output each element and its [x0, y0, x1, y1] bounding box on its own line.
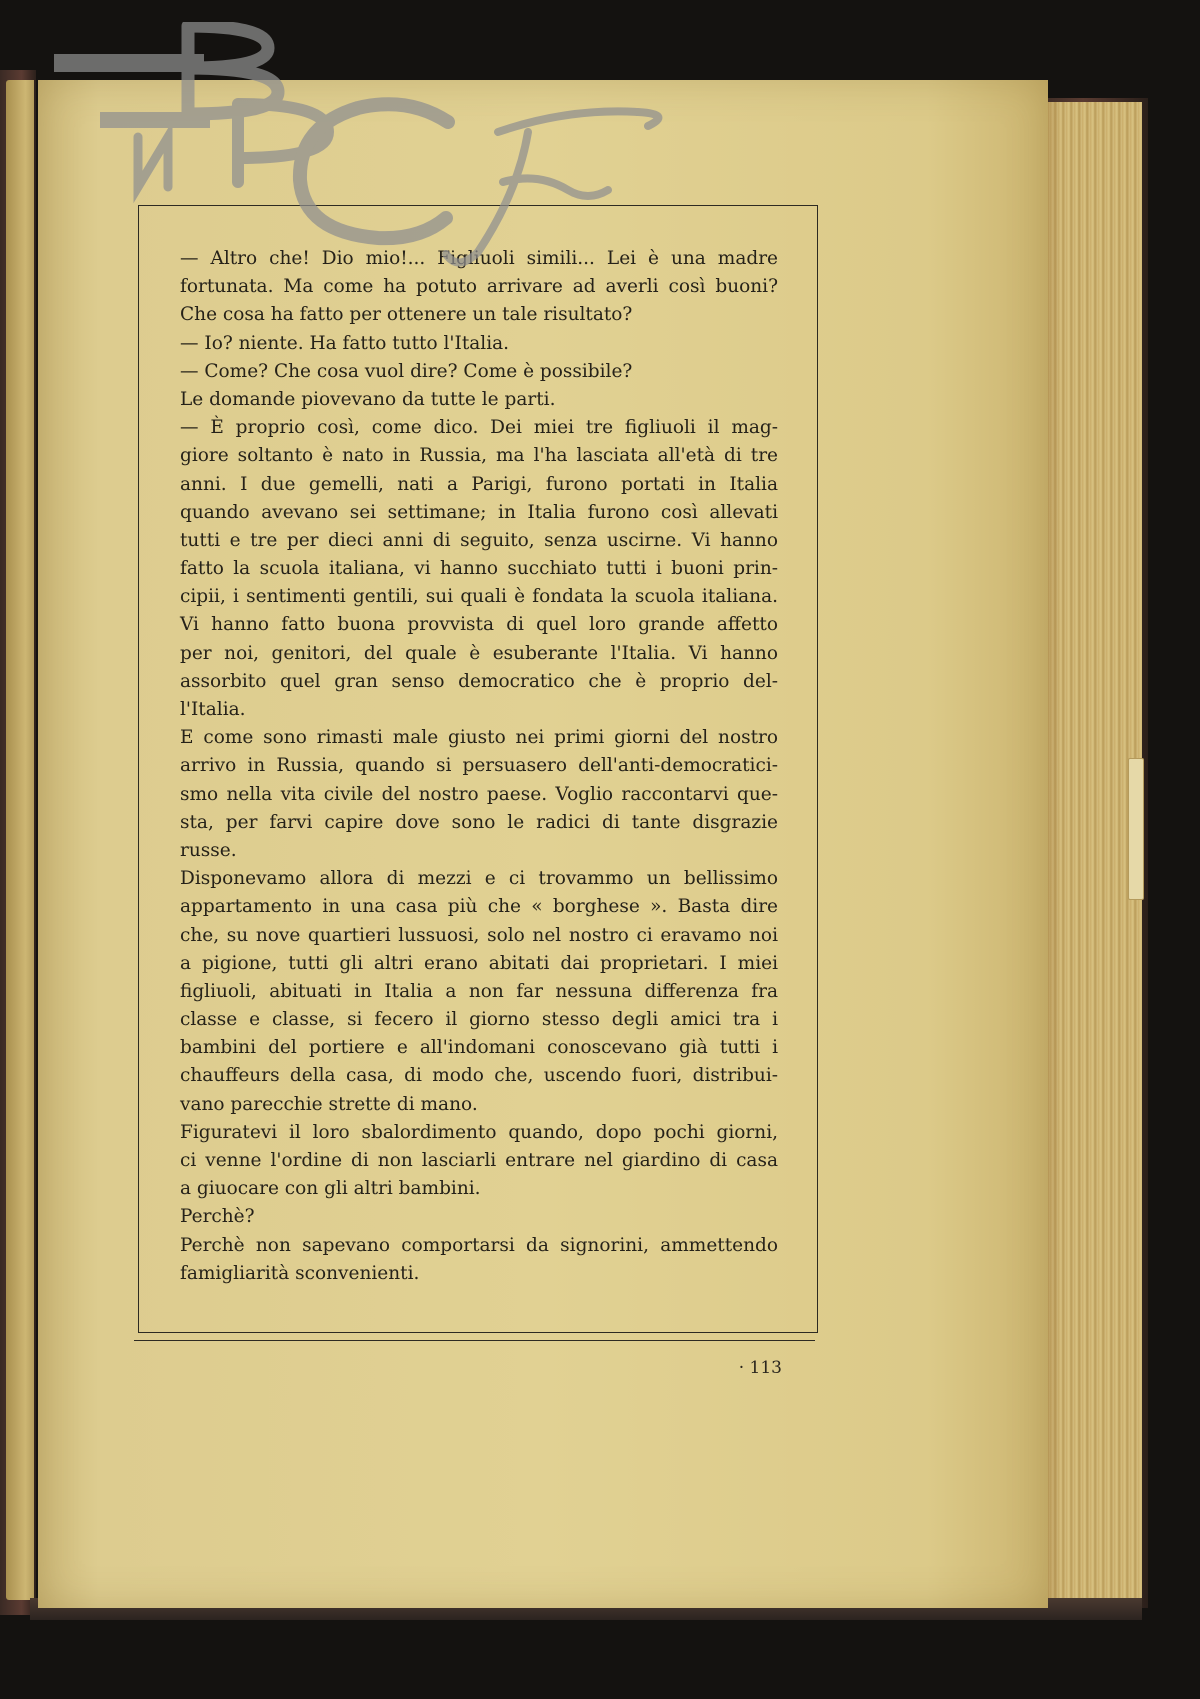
text-line: cipii, i sentimenti gentili, sui quali è fondata la scuola italiana.: [180, 586, 778, 608]
text-line: che, su nove quartieri lussuosi, solo nel nostro ci eravamo noi: [180, 924, 778, 946]
watermark-letter-n: [138, 137, 168, 187]
text-line: Vi hanno fatto buona provvista di quel loro grande affetto: [180, 614, 778, 636]
text-line: Perchè?: [180, 1206, 255, 1228]
page-body-text: [180, 245, 778, 1288]
text-frame-bottom-rule: [134, 1340, 815, 1341]
text-line: — Come? Che cosa vuol dire? Come è possibile?: [180, 360, 633, 382]
page-clip-tab: [1128, 758, 1144, 900]
text-line: figliuoli, abituati in Italia a non far nessuna differenza fra: [180, 980, 778, 1002]
text-line: a pigione, tutti gli altri erano abitati dai proprietari. I miei: [180, 952, 778, 974]
text-line: arrivo in Russia, quando si persuasero dell'anti-democratici-: [180, 755, 778, 777]
text-line: Perchè non sapevano comportarsi da signorini, ammettendo: [180, 1234, 778, 1256]
text-line: l'Italia.: [180, 699, 246, 720]
text-line: ci venne l'ordine di non lasciarli entrare nel giardino di casa: [180, 1150, 778, 1171]
text-line: fortunata. Ma come ha potuto arrivare ad averli così buoni?: [180, 276, 778, 298]
text-line: Le domande piovevano da tutte le parti.: [180, 388, 556, 410]
page-number: · 113: [738, 1358, 782, 1378]
text-line: vano parecchie strette di mano.: [180, 1093, 478, 1115]
library-watermark-logo: [48, 22, 718, 282]
text-line: anni. I due gemelli, nati a Parigi, furono portati in Italia: [180, 473, 778, 495]
text-line: — Io? niente. Ha fatto tutto l'Italia.: [180, 332, 510, 354]
text-line: Figuratevi il loro sbalordimento quando, dopo pochi giorni,: [180, 1121, 778, 1143]
text-line: chauffeurs della casa, di modo che, uscendo fuori, distribui-: [180, 1065, 778, 1087]
text-line: bambini del portiere e all'indomani conoscevano già tutti i: [180, 1037, 778, 1059]
text-line: fatto la scuola italiana, vi hanno succhiato tutti i buoni prin-: [180, 558, 778, 580]
text-line: quando avevano sei settimane; in Italia furono così allevati: [180, 501, 778, 523]
text-line: russe.: [180, 839, 237, 861]
text-line: appartamento in una casa più che « borghese ». Basta dire: [180, 896, 778, 918]
text-line: smo nella vita civile del nostro paese. Voglio raccontarvi que-: [180, 783, 778, 805]
watermark-letter-f: [446, 111, 658, 262]
text-line: classe e classe, si fecero il giorno stesso degli amici tra i: [180, 1009, 778, 1031]
watermark-letter-c: [300, 104, 448, 238]
text-line: a giuocare con gli altri bambini.: [180, 1178, 481, 1200]
text-line: — È proprio così, come dico. Dei miei tre figliuoli il mag-: [180, 417, 778, 439]
left-page-edge: [6, 80, 34, 1600]
text-line: Disponevamo allora di mezzi e ci trovammo un bellissimo: [180, 868, 778, 890]
text-line: — Altro che! Dio mio!... Figliuoli simili... Lei è una madre: [180, 248, 778, 269]
text-line: E come sono rimasti male giusto nei primi giorni del nostro: [180, 727, 778, 749]
text-line: sta, per farvi capire dove sono le radici di tante disgrazie: [180, 811, 778, 833]
text-line: assorbito quel gran senso democratico che è proprio del-: [180, 670, 778, 692]
text-line: famigliarità sconvenienti.: [180, 1262, 420, 1284]
text-line: giore soltanto è nato in Russia, ma l'ha lasciata all'età di tre: [180, 445, 778, 467]
text-line: Che cosa ha fatto per ottenere un tale risultato?: [180, 304, 633, 326]
text-line: per noi, genitori, del quale è esuberante l'Italia. Vi hanno: [180, 642, 778, 664]
text-line: tutti e tre per dieci anni di seguito, senza uscirne. Vi hanno: [180, 529, 778, 551]
